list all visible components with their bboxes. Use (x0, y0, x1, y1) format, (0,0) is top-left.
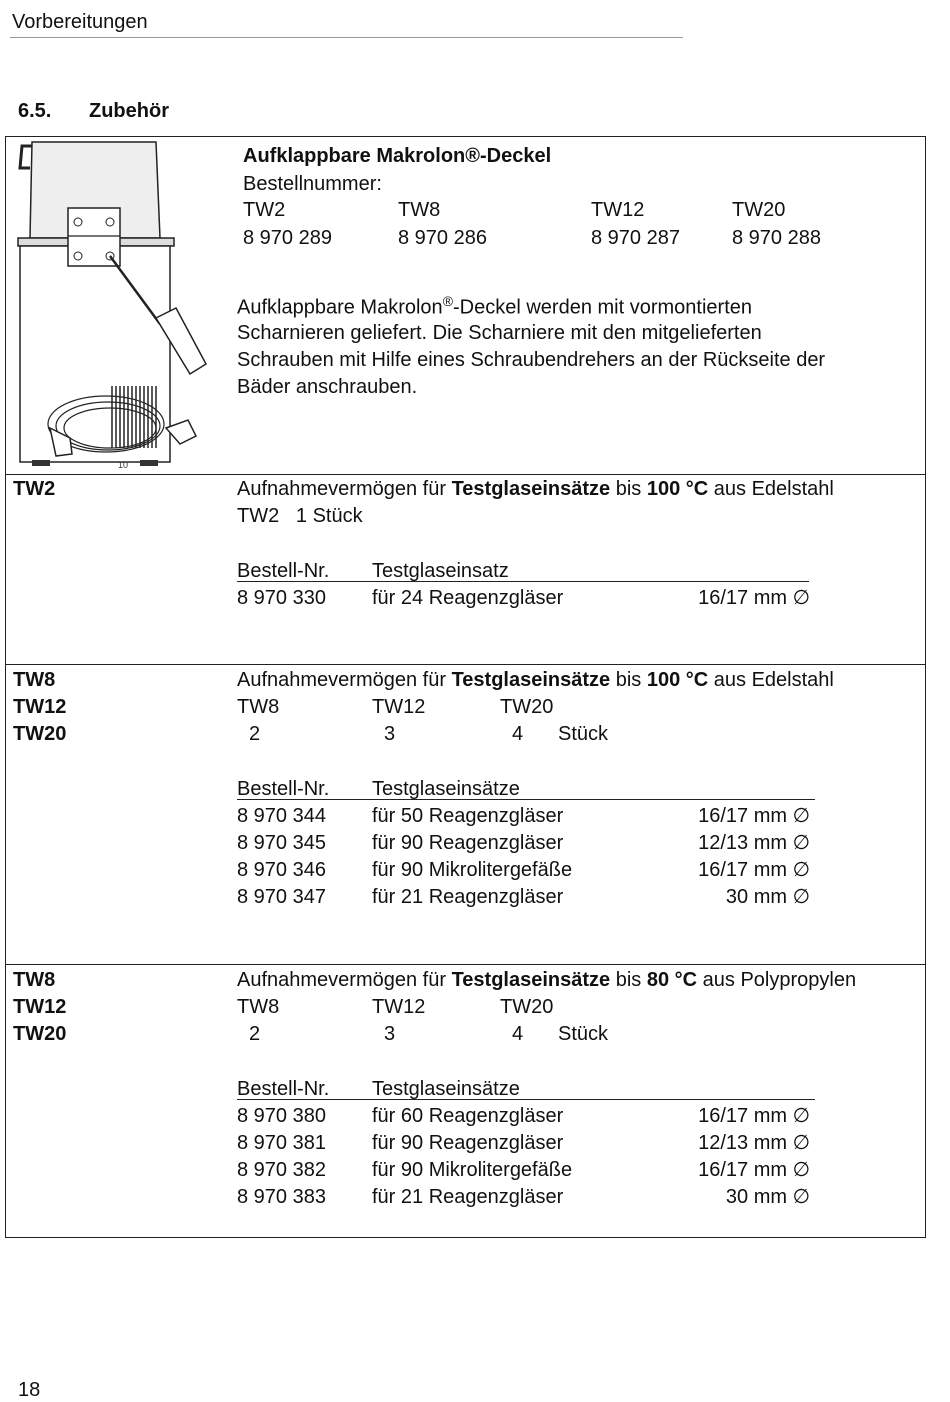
steel-model-label: TW12 (13, 696, 67, 718)
qty-unit: Stück (558, 1023, 609, 1045)
lid-order-number: 8 970 287 (591, 227, 680, 249)
table-row-nr: 8 970 345 (237, 832, 326, 854)
qty-model: TW12 (372, 996, 426, 1018)
table-row-desc: für 90 Reagenzgläser (372, 1132, 564, 1154)
table-divider (5, 664, 926, 665)
lid-description-line: Aufklappbare Makrolon®-Deckel werden mit vormontierten (237, 293, 753, 319)
table-divider (5, 964, 926, 965)
table-row-size: 16/17 mm ∅ (698, 859, 810, 881)
table-divider (5, 474, 926, 475)
table-row-desc: für 21 Reagenzgläser (372, 886, 564, 908)
qty-value: 3 (384, 723, 396, 745)
order-number-header: Bestell-Nr. (237, 1078, 330, 1100)
table-row-size: 16/17 mm ∅ (698, 587, 810, 609)
bath-illustration (10, 138, 220, 474)
table-row-desc: für 90 Mikrolitergefäße (372, 859, 573, 881)
pp-model-label: TW20 (13, 1023, 67, 1045)
table-row-nr: 8 970 382 (237, 1159, 326, 1181)
steel-capacity: Aufnahmevermögen für Testglaseinsätze bis 100 °C aus Edelstahl (237, 669, 834, 691)
table-row-nr: 8 970 330 (237, 587, 326, 609)
qty-value: 4 (512, 723, 524, 745)
table-row-desc: für 24 Reagenzgläser (372, 587, 564, 609)
table-row-size: 30 mm ∅ (725, 1186, 810, 1208)
qty-model: TW20 (500, 996, 554, 1018)
qty-model: TW20 (500, 696, 554, 718)
table-row-nr: 8 970 381 (237, 1132, 326, 1154)
item-header: Testglaseinsätze (372, 1078, 520, 1100)
lid-model: TW2 (243, 199, 286, 221)
lid-description-line: Bäder anschrauben. (237, 376, 418, 398)
steel-model-label: TW20 (13, 723, 67, 745)
steel-model-label: TW8 (13, 669, 56, 691)
lid-title: Aufklappbare Makrolon®-Deckel (243, 145, 552, 167)
table-row-nr: 8 970 347 (237, 886, 326, 908)
pp-model-label: TW8 (13, 969, 56, 991)
lid-description-line: Schrauben mit Hilfe eines Schraubendrehers an der Rückseite der (237, 349, 826, 371)
table-row-nr: 8 970 380 (237, 1105, 326, 1127)
lid-order-number: 8 970 286 (398, 227, 487, 249)
pp-model-label: TW12 (13, 996, 67, 1018)
item-header: Testglaseinsätze (372, 778, 520, 800)
steel-table-header (237, 779, 815, 800)
table-row-desc: für 90 Mikrolitergefäße (372, 1159, 573, 1181)
qty-value: 4 (512, 1023, 524, 1045)
qty-model: TW12 (372, 696, 426, 718)
qty-unit: Stück (558, 723, 609, 745)
lid-order-number: 8 970 288 (732, 227, 821, 249)
qty-model: TW8 (237, 996, 280, 1018)
qty-value: 3 (384, 1023, 396, 1045)
section-number: 6.5. (18, 100, 52, 122)
lid-model: TW20 (732, 199, 786, 221)
tw2-capacity: Aufnahmevermögen für Testglaseinsätze bis 100 °C aus Edelstahl (237, 478, 834, 500)
lid-model: TW8 (398, 199, 441, 221)
tw2-quantity: TW2 1 Stück (237, 505, 363, 527)
table-row-size: 16/17 mm ∅ (698, 805, 810, 827)
pp-capacity: Aufnahmevermögen für Testglaseinsätze bis 80 °C aus Polypropylen (237, 969, 857, 991)
qty-model: TW8 (237, 696, 280, 718)
lid-model: TW12 (591, 199, 645, 221)
tw2-table-header (237, 561, 809, 582)
table-row-size: 12/13 mm ∅ (698, 832, 810, 854)
table-row-size: 16/17 mm ∅ (698, 1159, 810, 1181)
section-title: Zubehör (89, 100, 169, 122)
qty-value: 2 (249, 1023, 261, 1045)
table-row-desc: für 60 Reagenzgläser (372, 1105, 564, 1127)
page-number: 18 (18, 1379, 41, 1401)
table-row-desc: für 21 Reagenzgläser (372, 1186, 564, 1208)
table-row-nr: 8 970 344 (237, 805, 326, 827)
table-row-desc: für 90 Reagenzgläser (372, 832, 564, 854)
table-row-desc: für 50 Reagenzgläser (372, 805, 564, 827)
tw2-model-label: TW2 (13, 478, 56, 500)
item-header: Testglaseinsatz (372, 560, 509, 582)
chapter-header: Vorbereitungen (12, 11, 148, 33)
table-row-nr: 8 970 383 (237, 1186, 326, 1208)
table-row-nr: 8 970 346 (237, 859, 326, 881)
qty-value: 2 (249, 723, 261, 745)
table-row-size: 12/13 mm ∅ (698, 1132, 810, 1154)
header-rule (10, 37, 683, 38)
figure-label: 10 (118, 460, 129, 470)
lid-order-number: 8 970 289 (243, 227, 332, 249)
order-number-header: Bestell-Nr. (237, 560, 330, 582)
order-number-header: Bestell-Nr. (237, 778, 330, 800)
lid-order-label: Bestellnummer: (243, 173, 382, 195)
table-row-size: 30 mm ∅ (725, 886, 810, 908)
pp-table-header (237, 1079, 815, 1100)
lid-description-line: Scharnieren geliefert. Die Scharniere mit den mitgelieferten (237, 322, 762, 344)
table-row-size: 16/17 mm ∅ (698, 1105, 810, 1127)
